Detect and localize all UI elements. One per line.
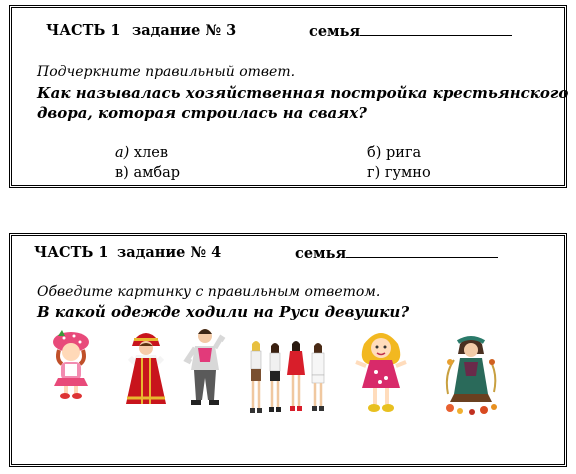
autumn-girl-icon[interactable] xyxy=(440,332,502,416)
option-a[interactable]: а) хлев xyxy=(115,145,169,161)
fashion-group-icon[interactable] xyxy=(244,340,336,418)
sport-outfit-girl-icon[interactable] xyxy=(180,326,230,408)
strawberry-girl-icon[interactable] xyxy=(44,328,98,400)
task3-question-line2: двора, которая строилась на сваях? xyxy=(37,104,367,122)
task4-question: В какой одежде ходили на Руси девушки? xyxy=(37,303,410,321)
task4-number-label: задание № 4 xyxy=(117,244,222,261)
task3-instruction: Подчеркните правильный ответ. xyxy=(37,64,296,80)
option-v[interactable]: в) амбар xyxy=(115,165,181,181)
sarafan-girl-icon[interactable] xyxy=(118,328,174,408)
option-b[interactable]: б) рига xyxy=(367,145,422,161)
task3-question-line1: Как называлась хозяйственная постройка крестьянского xyxy=(37,84,569,102)
task3-card xyxy=(9,5,567,188)
task3-number-label: задание № 3 xyxy=(132,22,237,39)
task4-part-label: ЧАСТЬ 1 xyxy=(34,244,109,261)
task3-part-label: ЧАСТЬ 1 xyxy=(46,22,121,39)
task4-family-label: семья xyxy=(295,244,498,262)
task4-card xyxy=(9,233,567,467)
task4-instruction: Обведите картинку с правильным ответом. xyxy=(37,284,381,300)
family-blank-line xyxy=(346,244,498,258)
task3-family-label: семья xyxy=(309,22,512,40)
option-g[interactable]: г) гумно xyxy=(367,165,431,181)
doll-girl-icon[interactable] xyxy=(352,328,410,414)
family-blank-line xyxy=(360,22,512,36)
